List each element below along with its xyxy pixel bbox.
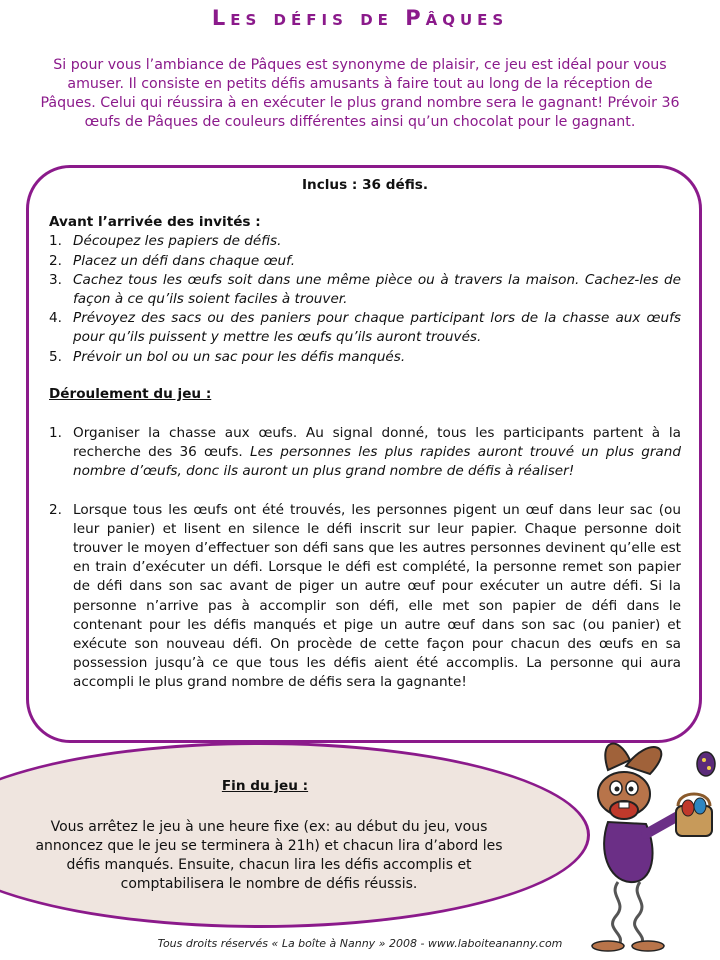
game-flow-heading: Déroulement du jeu : [49, 385, 212, 402]
included-count: Inclus : 36 défis. [301, 177, 429, 193]
list-item: 2. Lorsque tous les œufs ont été trouvés, les personnes pigent un œuf dans leur sac (ou leur panier) et lisent en silence le défi inscrit sur leur papier. Chaque personne doit trouver le moyen d’effectuer son défi sans que les autres personnes devinent qu’elle est en train d’exécuter un défi. Lorsque le défi est complété, la personne remet son papier de défi dans son sac avant de piger un autre œuf pour exécuter un autre défi. Si la personne n’arrive pas à accomplir son défi, elle met son papier de défi dans le contenant pour les défis manqués et pige un autre œuf dans son sac (ou panier) et exécute son nouveau défi. On procède de cette façon pour chacun des œufs en sa possession jusqu’à ce que tous les défis aient été accomplis. La personne qui aura accompli le plus grand nombre de défis sera la gagnante! [49, 501, 681, 691]
intro-paragraph: Si pour vous l’ambiance de Pâques est synonyme de plaisir, ce jeu est idéal pour vous amuser. Il consiste en petits défis amusants à faire tout au long de la réception de Pâques. Celui qui réussira à en exécuter le plus grand nombre sera le gagnant! Prévoir 36 œufs de Pâques de couleurs différentes ainsi qu’un chocolat pour le gagnant. [40, 57, 680, 130]
easter-bunny-illustration [538, 730, 720, 952]
list-item: 4. Prévoyez des sacs ou des paniers pour chaque participant lors de la chasse aux œufs pour qu’ils puissent y mettre les œufs qu’ils auront trouvés. [49, 310, 681, 346]
before-guests-heading: Avant l’arrivée des invités : [49, 214, 261, 231]
end-of-game-heading: Fin du jeu : [221, 778, 309, 794]
page-title: Les défis de Pâques [211, 6, 509, 30]
list-item: 3. Cachez tous les œufs soit dans une même pièce ou à travers la maison. Cachez-les de façon à ce qu’ils soient faciles à trouver. [49, 271, 681, 308]
before-guests-list [49, 232, 681, 366]
game-flow-list [49, 424, 681, 693]
end-of-game-text: Vous arrêtez le jeu à une heure fixe (ex: au début du jeu, vous annoncez que le jeu se terminera à 21h) et chacun lira d’abord les défis manqués. Ensuite, chacun lira les défis accomplis et comptabilisera le nombre de défis réussis. [35, 819, 503, 892]
list-item: 1. Découpez les papiers de défis. [49, 233, 282, 250]
instructions-box [26, 165, 702, 743]
list-item: 1. Organiser la chasse aux œufs. Au signal donné, tous les participants partent à la recherche des 36 œufs. Les personnes les plus rapides auront trouvé un plus grand nombre d’œufs, donc ils auront un plus grand nombre de défis à réaliser! [49, 425, 681, 480]
copyright-footer: Tous droits réservés « La boîte à Nanny » 2008 - www.laboiteananny.com [157, 937, 563, 950]
list-item: 5. Prévoir un bol ou un sac pour les défis manqués. [49, 348, 406, 365]
list-item: 2. Placez un défi dans chaque œuf. [49, 252, 296, 269]
